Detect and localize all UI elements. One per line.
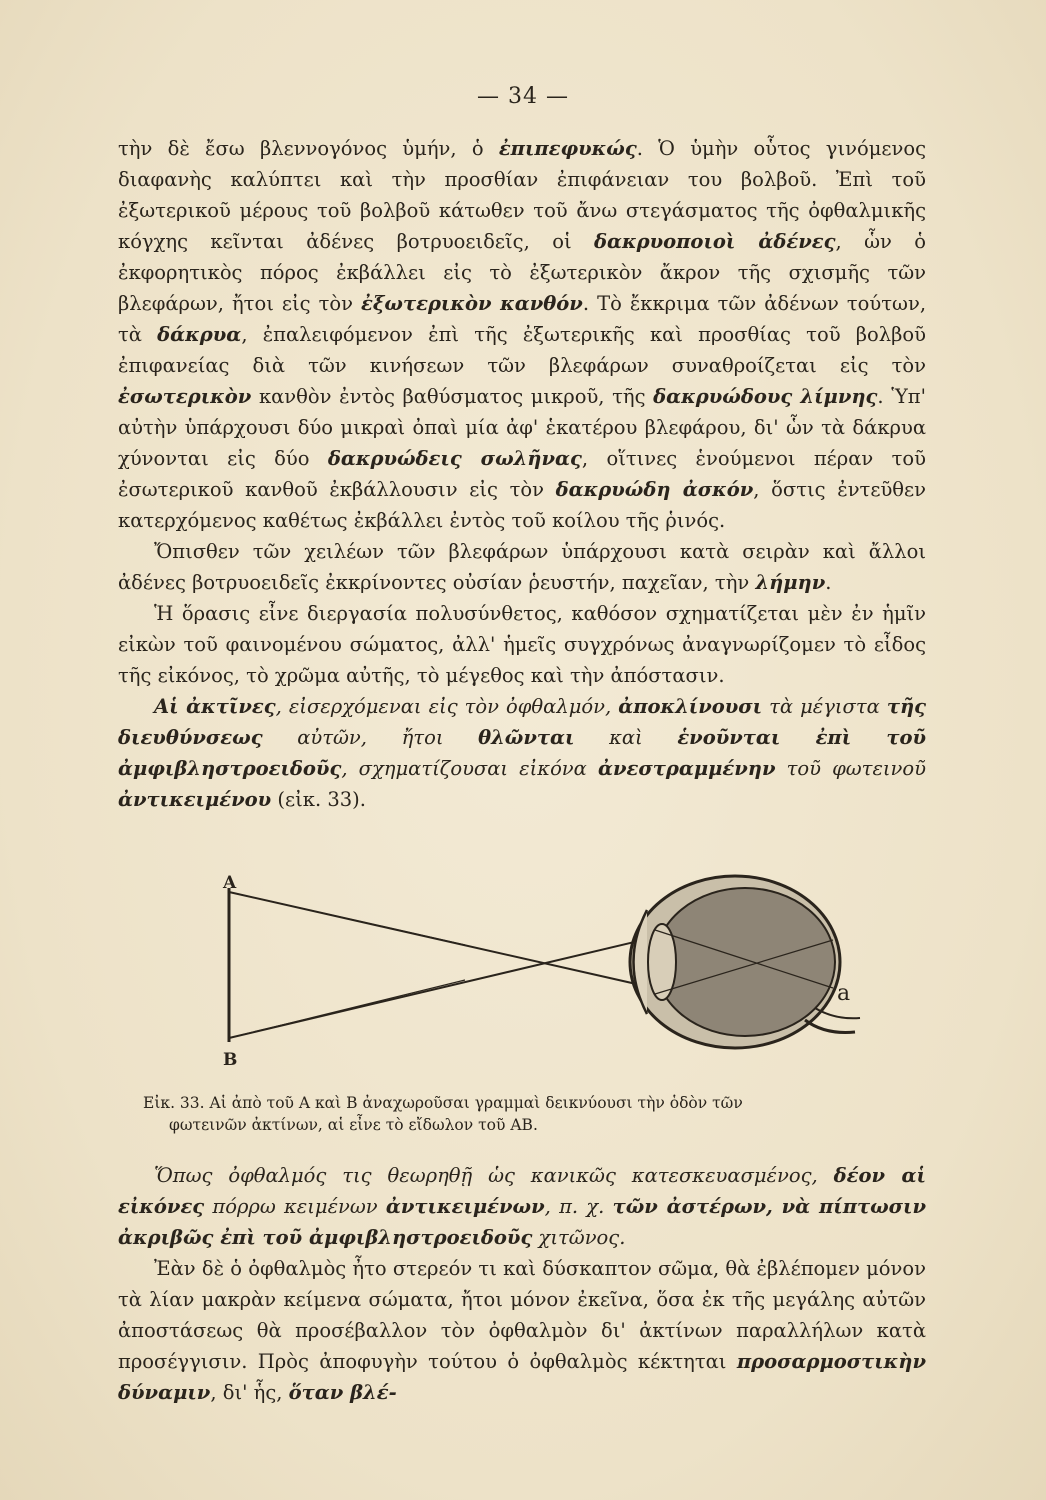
text-run: . Ὁ ὑμὴν οὗτος γινόμενος διαφανὴς καλύπτει καὶ τὴν προσθίαν ἐπιφάνειαν του βολβοῦ. Ἐπὶ τοῦ ἐξωτερικοῦ μέρους τοῦ βολβοῦ κάτωθεν τοῦ ἄνω στεγάσματος τῆς ὀφθαλμικῆς κόγχης κεῖνται ἀδένες βοτρυοειδεῖς, οἱ <box>118 137 926 253</box>
text-block-bottom <box>118 1160 926 1408</box>
label-a: A <box>223 873 237 893</box>
emphasis-term: ἀποκλίνουσι <box>618 695 763 718</box>
emphasis-term: ἐσωτερικὸν <box>118 385 252 408</box>
paragraph-normal-eye <box>118 1160 926 1253</box>
italic-run: καὶ <box>574 726 678 749</box>
paragraph-lacrimal <box>118 133 926 536</box>
emphasis-term: ἑνοῦνται ἐπὶ τοῦ ἀμφιβληστροειδοῦς <box>118 726 927 780</box>
caption-line-1: Εἰκ. 33. Αἱ ἀπὸ τοῦ Α καὶ Β ἀναχωροῦσαι γραμμαὶ δεικνύουσι τὴν ὁδὸν τῶν <box>143 1094 743 1112</box>
italic-run: αὐτῶν, ἤτοι <box>262 726 479 749</box>
emphasis-term: ἀνεστραμμένην <box>597 757 776 780</box>
text-run: . Τὸ ἔκκριμα τῶν ἀδένων τούτων, τὰ <box>118 292 927 346</box>
text-run: , ὧν ὁ ἐκφορητικὸς πόρος ἐκβάλλει εἰς τὸ ἐξωτερικὸν ἄκρον τῆς σχισμῆς τῶν βλεφάρων, ἤτοι εἰς τὸν <box>118 230 927 315</box>
ray-b-lower <box>229 980 465 1038</box>
emphasis-term: τῶν ἀστέρων, νὰ πίπτωσιν ἀκριβῶς ἐπὶ τοῦ ἀμφιβληστροειδοῦς <box>118 1195 927 1249</box>
text-run: κανθὸν ἐντὸς βαθύσματος μικροῦ, τῆς <box>251 385 654 408</box>
text-run: (εἰκ. 33). <box>271 788 366 811</box>
emphasis-term: δακρυώδεις σωλῆνας <box>327 447 582 470</box>
italic-run: , εἰσερχόμεναι εἰς τὸν ὀφθαλμόν, <box>275 695 619 718</box>
paragraph-rays <box>118 691 926 815</box>
text-run: Ἐὰν δὲ ὁ ὀφθαλμὸς ἦτο στερεόν τι καὶ δύσκαπτον σῶμα, θὰ ἐβλέπομεν μόνον τὰ λίαν μακρὰν κείμενα σώματα, ἤτοι μόνον ἐκεῖνα, ὅσα ἐκ τῆς μεγάλης αὐτῶν ἀποστάσεως θὰ προσέβαλλον τὸν ὀφθαλμὸν δι' ἀκτίνων παραλλήλων κατὰ προσέγγισιν. Πρὸς ἀποφυγὴν τούτου ὁ ὀφθαλμὸς κέκτηται <box>118 1257 926 1373</box>
emphasis-term: ὅταν βλέ- <box>288 1381 397 1404</box>
label-b: B <box>223 1050 238 1070</box>
emphasis-term: θλῶνται <box>478 726 575 749</box>
emphasis-term: ἀντικειμένων <box>385 1195 545 1218</box>
eye-diagram <box>215 870 865 1080</box>
text-run: , δι' ἧς, <box>210 1381 289 1404</box>
text-run: τὴν δὲ ἔσω βλεννογόνος ὑμήν, ὁ <box>118 137 499 160</box>
italic-run: Ὅπως ὀφθαλμός τις θεωρηθῇ ὡς κανικῶς κατεσκευασμένος, <box>154 1164 834 1187</box>
text-run: , οἵτινες ἑνούμενοι πέραν τοῦ ἐσωτερικοῦ κανθοῦ ἐκβάλλουσιν εἰς τὸν <box>118 447 926 501</box>
italic-run: , π. χ. <box>544 1195 613 1218</box>
emphasis-term: δακρυοποιοὶ ἀδένες <box>594 230 836 253</box>
eye-diagram-figure <box>215 870 865 1080</box>
emphasis-term: προσαρμοστικὴν δύναμιν <box>118 1350 926 1404</box>
paragraph-vision: Ἡ ὅρασις εἶνε διεργασία πολυσύνθετος, καθόσον σχηματίζεται μὲν ἐν ἡμῖν εἰκὼν τοῦ φαινομένου σώματος, ἀλλ' ἡμεῖς συγχρόνως ἀναγνωρίζομεν τὸ εἶδος τῆς εἰκόνος, τὸ χρῶμα αὐτῆς, τὸ μέγεθος καὶ τὴν ἀπόστασιν. <box>118 602 926 687</box>
italic-run: τὰ μέγιστα <box>762 695 887 718</box>
page-number: — 34 — <box>477 84 569 109</box>
emphasis-term: Αἱ ἀκτῖνες <box>154 695 276 718</box>
emphasis-term: δέον αἱ εἰκόνες <box>118 1164 926 1218</box>
text-block-top <box>118 133 926 815</box>
text-run: , ἐπαλειφόμενον ἐπὶ τῆς ἐξωτερικῆς καὶ προσθίας τοῦ βολβοῦ ἐπιφανείας διὰ τῶν κινήσεων τῶν βλεφάρων συναθροίζεται εἰς τὸν <box>118 323 926 377</box>
label-small-a: a <box>837 981 851 1006</box>
text-run: . Ὑπ' αὐτὴν ὑπάρχουσι δύο μικραὶ ὀπαὶ μία ἀφ' ἑκατέρου βλεφάρου, δι' ὧν τὰ δάκρυα χύνονται εἰς δύο <box>118 385 926 470</box>
italic-run: χιτῶνος. <box>532 1226 626 1249</box>
italic-run: πόρρω κειμένων <box>204 1195 386 1218</box>
cornea <box>634 910 648 1014</box>
emphasis-term: δακρυώδους λίμνης <box>653 385 878 408</box>
paragraph-accommodation <box>118 1253 926 1408</box>
ray-a-upper <box>229 892 465 945</box>
text-run: Ὄπισθεν τῶν χειλέων τῶν βλεφάρων ὑπάρχουσι κατὰ σειρὰν καὶ ἄλλοι ἀδένες βοτρυοειδεῖς ἐκκρίνοντες οὐσίαν ῥευστήν, παχεῖαν, τὴν <box>118 540 926 594</box>
text-run: , ὅστις ἐντεῦθεν κατερχόμενος καθέτως ἐκβάλλει ἐντὸς τοῦ κοίλου τῆς ῥινός. <box>118 478 926 532</box>
emphasis-term: ἀντικειμένου <box>118 788 272 811</box>
italic-run: , σχηματίζουσαι εἰκόνα <box>341 757 598 780</box>
emphasis-term: λήμην <box>755 571 826 594</box>
text-run: . <box>825 571 832 594</box>
emphasis-term: δάκρυα <box>157 323 242 346</box>
caption-line-2: φωτεινῶν ἀκτίνων, αἱ εἶνε τὸ εἴδωλον τοῦ ΑΒ. <box>169 1116 538 1134</box>
paragraph-eyelid-glands <box>118 536 926 598</box>
emphasis-term: ἐπιπεφυκώς <box>498 137 637 160</box>
emphasis-term: τῆς διευθύνσεως <box>118 695 926 749</box>
eyeball-interior <box>655 888 835 1036</box>
emphasis-term: ἐξωτερικὸν κανθόν <box>361 292 583 315</box>
emphasis-term: δακρυώδη ἀσκόν <box>555 478 754 501</box>
italic-run: τοῦ φωτεινοῦ <box>775 757 927 780</box>
figure-caption <box>143 1092 923 1136</box>
